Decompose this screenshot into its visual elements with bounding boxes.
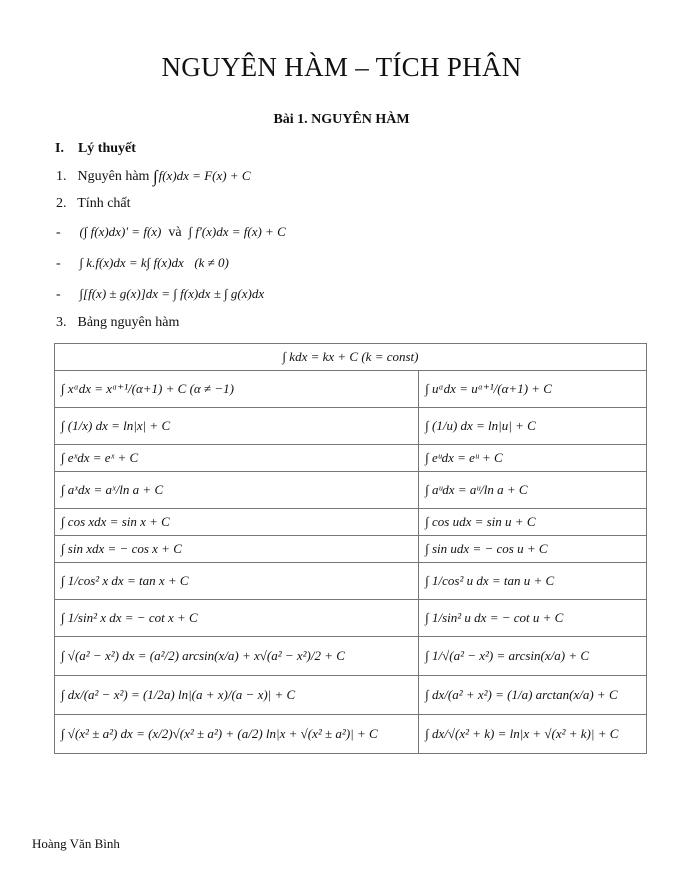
formula-u: ∫ cos udx = sin u + C [419,509,647,536]
property-sum: - ∫[f(x) ± g(x)]dx = ∫ f(x)dx ± ∫ g(x)dx [56,286,265,302]
antiderivative-table [54,343,647,754]
item-number: 2. [56,196,67,211]
formula-u: ∫ uᵅdx = uᵅ⁺¹/(α+1) + C [419,371,647,408]
property-derivative: - (∫ f(x)dx)' = f(x) và ∫ f'(x)dx = f(x) + C [56,224,286,240]
formula-u: ∫ aᵘdx = aᵘ/ln a + C [419,472,647,509]
formula-x: ∫ cos xdx = sin x + C [55,509,419,536]
formula-x: ∫ sin xdx = − cos x + C [55,536,419,563]
section-heading [55,141,136,157]
formula-x: ∫ 1/sin² x dx = − cot x + C [55,600,419,637]
item-definition: 1. Nguyên hàm ∫f(x)dx = F(x) + C [56,167,251,186]
property-formula-b: ∫ f'(x)dx = f(x) + C [188,224,286,239]
formula-u: ∫ 1/√(a² − x²) = arcsin(x/a) + C [419,637,647,676]
lesson-title: Bài 1. NGUYÊN HÀM [273,112,410,127]
formula-u: ∫ 1/sin² u dx = − cot u + C [419,600,647,637]
formula-u: ∫ eᵘdx = eᵘ + C [419,445,647,472]
formula-u: ∫ sin udx = − cos u + C [419,536,647,563]
property-formula: ∫ k.f(x)dx = k∫ f(x)dx [79,255,184,270]
property-condition: (k ≠ 0) [194,255,229,270]
item-label: Bảng nguyên hàm [77,315,180,330]
formula-u: ∫ (1/u) dx = ln|u| + C [419,408,647,445]
property-formula-a: (∫ f(x)dx)' = f(x) [79,224,162,239]
formula-x: ∫ eˣdx = eˣ + C [55,445,419,472]
formula-x: ∫ 1/cos² x dx = tan x + C [55,563,419,600]
formula-x: ∫ (1/x) dx = ln|x| + C [55,408,419,445]
formula-x: ∫ dx/(a² − x²) = (1/2a) ln|(a + x)/(a − x)| + C [55,676,419,715]
conjunction: và [168,225,182,240]
formula-x: ∫ √(a² − x²) dx = (a²/2) arcsin(x/a) + x√(a² − x²)/2 + C [55,637,419,676]
section-label: Lý thuyết [77,141,136,156]
formula-u: ∫ 1/cos² u dx = tan u + C [419,563,647,600]
page-title: NGUYÊN HÀM – TÍCH PHÂN [161,52,522,82]
item-table-heading [56,315,179,331]
author-footer: Hoàng Văn Bình [32,836,120,851]
formula-x: ∫ xᵅdx = xᵅ⁺¹/(α+1) + C (α ≠ −1) [55,371,419,408]
formula-u: ∫ dx/(a² + x²) = (1/a) arctan(x/a) + C [419,676,647,715]
formula-u: ∫ dx/√(x² + k) = ln|x + √(x² + k)| + C [419,715,647,754]
table-header-formula: ∫ kdx = kx + C (k = const) [55,344,647,371]
item-properties [56,196,131,212]
property-constant: - ∫ k.f(x)dx = k∫ f(x)dx (k ≠ 0) [56,255,229,271]
section-number: I. [55,141,64,156]
property-formula: ∫[f(x) ± g(x)]dx = ∫ f(x)dx ± ∫ g(x)dx [79,286,265,301]
formula-x: ∫ aˣdx = aˣ/ln a + C [55,472,419,509]
item-label: Tính chất [77,196,131,211]
definition-formula: f(x)dx = F(x) + C [158,168,251,183]
item-number: 3. [56,315,67,330]
formula-x: ∫ √(x² ± a²) dx = (x/2)√(x² ± a²) + (a/2) ln|x + √(x² ± a²)| + C [55,715,419,754]
item-label: Nguyên hàm [77,169,150,184]
item-number: 1. [56,169,67,184]
